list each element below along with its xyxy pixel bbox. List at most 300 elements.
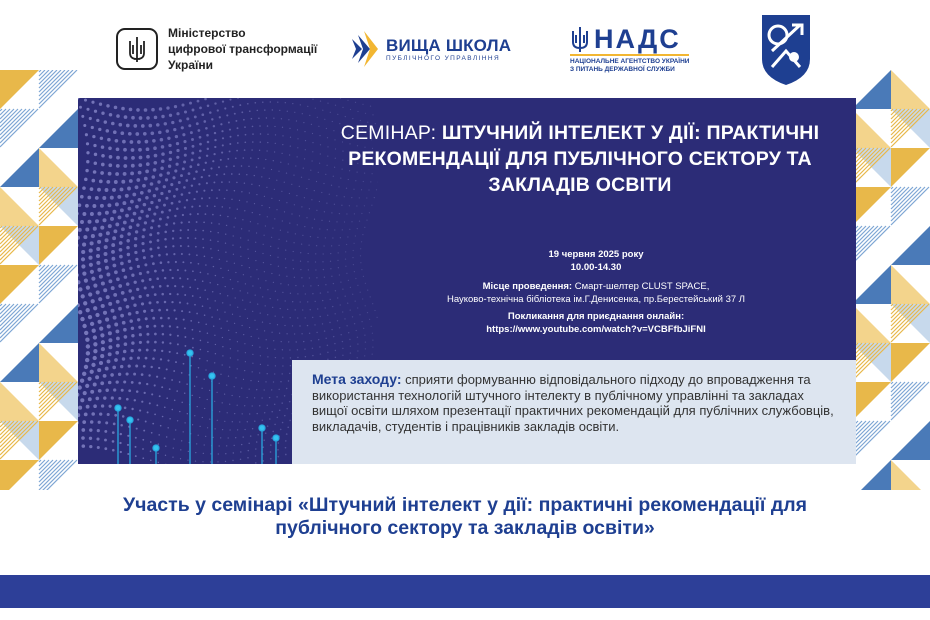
wave-dot: [158, 309, 161, 312]
wave-dot: [270, 246, 271, 247]
wave-dot: [237, 350, 238, 351]
wave-dot: [285, 447, 287, 449]
goal-label: Мета заходу:: [312, 371, 402, 387]
wave-dot: [335, 350, 336, 351]
wave-dot: [126, 372, 129, 375]
wave-dot: [78, 413, 80, 417]
wave-dot: [152, 262, 155, 265]
wave-dot: [207, 105, 210, 108]
wave-dot: [281, 402, 282, 403]
wave-dot: [171, 202, 174, 205]
wave-dot: [93, 144, 96, 147]
wave-dot: [323, 245, 324, 246]
wave-dot: [171, 121, 174, 124]
wave-dot: [213, 125, 215, 127]
wave-dot: [280, 429, 282, 431]
wave-dot: [119, 442, 121, 444]
wave-dot: [120, 365, 123, 368]
wave-dot: [312, 348, 313, 349]
wave-dot: [120, 234, 124, 238]
wave-dot: [192, 145, 195, 148]
wave-dot: [85, 133, 88, 136]
wave-dot: [153, 212, 156, 215]
wave-dot: [305, 317, 306, 318]
wave-dot: [202, 280, 204, 282]
wave-dot: [259, 214, 260, 215]
wave-dot: [275, 365, 276, 366]
pattern-triangle: [852, 109, 891, 148]
wave-dot: [101, 154, 105, 158]
wave-dot: [94, 153, 97, 156]
wave-dot: [232, 314, 233, 315]
wave-dot: [205, 213, 207, 215]
pattern-triangle: [852, 382, 891, 421]
wave-dot: [111, 286, 115, 290]
wave-dot: [297, 147, 298, 148]
wave-dot: [206, 205, 208, 207]
pattern-stripe: [0, 304, 2, 306]
wave-dot: [262, 296, 263, 297]
wave-dot: [234, 445, 235, 446]
wave-dot: [131, 274, 134, 277]
wave-dot: [271, 273, 272, 274]
wave-dot: [191, 138, 194, 141]
wave-dot: [118, 373, 121, 376]
wave-dot: [258, 158, 259, 159]
wave-dot: [134, 399, 136, 401]
wave-dot: [195, 461, 196, 462]
nads-trident-icon: [570, 25, 590, 53]
youtube-link[interactable]: https://www.youtube.com/watch?v=VCBFfbJiFNI: [486, 324, 706, 335]
wave-dot: [150, 201, 153, 204]
wave-dot: [289, 222, 290, 223]
wave-dot: [115, 139, 119, 143]
wave-dot: [146, 214, 149, 217]
wave-dot: [281, 191, 282, 192]
wave-dot: [315, 261, 316, 262]
wave-dot: [222, 277, 223, 278]
wave-dot: [260, 141, 261, 142]
wave-dot: [79, 106, 82, 109]
wave-dot: [217, 232, 218, 233]
wave-dot: [264, 330, 265, 331]
wave-dot: [199, 107, 202, 110]
wave-dot: [116, 114, 120, 118]
wave-dot: [234, 323, 235, 324]
wave-dot: [200, 340, 202, 342]
wave-dot: [173, 128, 176, 131]
wave-dot: [267, 314, 268, 315]
wave-dot: [218, 453, 219, 454]
wave-dot: [282, 422, 284, 424]
wave-dot: [277, 449, 279, 451]
wave-dot: [364, 227, 365, 228]
wave-dot: [282, 373, 283, 374]
wave-dot: [236, 150, 238, 152]
wave-dot: [120, 433, 122, 435]
wave-dot: [162, 333, 164, 335]
wave-dot: [342, 348, 343, 349]
wave-dot: [123, 328, 127, 332]
wave-dot: [245, 283, 246, 284]
wave-dot: [176, 142, 179, 145]
wave-dot: [282, 144, 283, 145]
wave-dot: [192, 270, 194, 272]
wave-dot: [194, 304, 196, 306]
pattern-stripe: [891, 382, 921, 412]
wave-dot: [234, 263, 235, 264]
wave-dot: [232, 421, 233, 422]
wave-dot: [267, 356, 268, 357]
wave-dot: [146, 333, 149, 336]
wave-dot: [342, 311, 343, 312]
wave-dot: [242, 325, 243, 326]
wave-dot: [276, 209, 277, 210]
wave-dot: [246, 174, 247, 175]
wave-dot: [81, 257, 85, 261]
wave-dot: [355, 278, 356, 279]
wave-dot: [169, 158, 172, 161]
wave-dot: [85, 227, 89, 231]
wave-dot: [143, 203, 147, 207]
wave-dot: [80, 317, 84, 321]
wave-dot: [81, 115, 84, 118]
wave-dot: [282, 135, 283, 136]
wave-dot: [362, 104, 363, 105]
wave-dot: [255, 462, 257, 464]
wave-dot: [175, 188, 178, 191]
wave-dot: [308, 244, 309, 245]
wave-dot: [98, 389, 102, 393]
wave-dot: [153, 194, 156, 197]
wave-dot: [201, 388, 202, 389]
wave-dot: [93, 170, 97, 174]
wave-dot: [176, 163, 179, 166]
wave-dot: [101, 347, 105, 351]
wave-dot: [237, 98, 239, 99]
wave-dot: [204, 444, 205, 445]
wave-dot: [191, 184, 193, 186]
wave-dot: [264, 196, 265, 197]
wave-dot: [158, 225, 161, 228]
wave-dot: [167, 360, 169, 362]
wave-dot: [179, 237, 181, 239]
wave-dot: [266, 150, 267, 151]
wave-dot: [357, 285, 358, 286]
wave-dot: [235, 217, 236, 218]
wave-dot: [317, 308, 318, 309]
wave-dot: [127, 435, 129, 437]
wave-dot: [160, 192, 163, 195]
wave-dot: [331, 276, 332, 277]
wave-dot: [218, 250, 219, 251]
wave-dot: [108, 381, 112, 385]
wave-dot: [100, 333, 104, 337]
wave-dot: [350, 109, 351, 110]
wave-dot: [220, 268, 221, 269]
wave-dot: [85, 384, 89, 388]
wave-dot: [359, 314, 360, 315]
wave-dot: [235, 377, 236, 378]
wave-dot: [158, 254, 161, 257]
wave-dot: [211, 222, 213, 224]
wave-dot: [144, 221, 147, 224]
wave-dot: [195, 246, 197, 248]
wave-dot: [239, 173, 241, 175]
wave-dot: [243, 436, 244, 437]
wave-dot: [141, 124, 145, 128]
pattern-triangle: [852, 460, 891, 490]
wave-dot: [245, 352, 246, 353]
wave-dot: [192, 329, 194, 331]
wave-dot: [222, 144, 224, 146]
wave-dot: [174, 215, 176, 217]
wave-dot: [184, 327, 186, 329]
wave-dot: [284, 395, 285, 396]
wave-dot: [181, 310, 183, 312]
wave-dot: [151, 393, 153, 395]
wave-dot: [317, 237, 318, 238]
wave-dot: [198, 435, 199, 436]
wave-dot: [78, 406, 82, 410]
wave-dot: [128, 207, 132, 211]
wave-dot: [226, 225, 227, 226]
wave-dot: [274, 218, 275, 219]
wave-dot: [252, 126, 254, 128]
wave-dot: [237, 135, 239, 137]
wave-dot: [233, 254, 234, 255]
wave-dot: [185, 179, 188, 182]
wave-dot: [259, 372, 260, 373]
wave-dot: [232, 288, 233, 289]
wave-dot: [178, 181, 181, 184]
wave-dot: [150, 460, 152, 462]
wave-dot: [151, 108, 155, 112]
wave-dot: [171, 301, 173, 303]
pattern-stripe: [39, 70, 41, 72]
wave-dot: [108, 345, 112, 349]
wave-dot: [83, 235, 87, 239]
wave-dot: [287, 231, 288, 232]
wave-dot: [301, 206, 302, 207]
wave-dot: [239, 200, 240, 201]
wave-dot: [229, 181, 231, 183]
wave-dot: [322, 261, 323, 262]
wave-dot: [219, 411, 220, 412]
wave-dot: [177, 293, 179, 295]
wave-dot: [164, 238, 167, 241]
wave-dot: [230, 136, 232, 138]
wave-dot: [113, 316, 117, 320]
wave-dot: [265, 280, 266, 281]
wave-dot: [303, 285, 304, 286]
wave-dot: [183, 363, 185, 365]
wave-dot: [301, 243, 302, 244]
wave-dot: [243, 274, 244, 275]
wave-dot: [92, 329, 96, 333]
wave-dot: [282, 292, 283, 293]
wave-dot: [137, 140, 141, 144]
wave-dot: [172, 277, 174, 279]
wave-dot: [207, 427, 208, 428]
wave-dot: [96, 254, 100, 258]
wave-dot: [347, 236, 348, 237]
wave-dot: [161, 159, 165, 163]
wave-dot: [199, 331, 201, 333]
wave-dot: [226, 261, 227, 262]
wave-dot: [146, 341, 149, 344]
wave-dot: [267, 348, 268, 349]
wave-dot: [290, 145, 291, 146]
wave-dot: [278, 239, 279, 240]
wave-dot: [131, 381, 134, 384]
wave-dot: [184, 154, 187, 157]
wave-dot: [211, 257, 212, 258]
wave-dot: [156, 376, 158, 378]
wave-dot: [228, 437, 229, 438]
wave-dot: [204, 379, 205, 380]
wave-dot: [189, 165, 192, 168]
pattern-triangle: [39, 304, 78, 343]
wave-dot: [150, 450, 152, 452]
wave-dot: [186, 383, 188, 385]
wave-dot: [214, 362, 215, 363]
wave-dot: [352, 294, 353, 295]
wave-dot: [214, 102, 216, 104]
wave-dot: [251, 149, 253, 151]
wave-dot: [257, 304, 258, 305]
wave-dot: [241, 387, 242, 388]
wave-dot: [138, 148, 142, 152]
wave-dot: [118, 123, 122, 127]
wave-dot: [164, 377, 166, 379]
wave-dot: [121, 227, 125, 231]
wave-dot: [267, 142, 268, 143]
wave-dot: [207, 148, 209, 150]
wave-dot: [161, 350, 163, 352]
wave-dot: [205, 436, 206, 437]
post-title: [0, 494, 930, 540]
wave-dot: [123, 221, 127, 225]
wave-dot: [84, 279, 88, 283]
wave-dot: [211, 316, 212, 317]
wave-dot: [322, 323, 323, 324]
wave-dot: [192, 109, 195, 112]
wave-dot: [105, 266, 109, 270]
wave-dot: [143, 365, 146, 368]
pattern-stripe: [39, 460, 41, 462]
wave-dot: [154, 154, 158, 158]
wave-dot: [98, 421, 101, 424]
wave-dot: [139, 410, 141, 412]
wave-dot: [217, 309, 218, 310]
wave-dot: [108, 163, 112, 167]
wave-dot: [240, 459, 241, 460]
wave-dot: [350, 352, 351, 353]
wave-dot: [199, 426, 200, 427]
wave-dot: [195, 452, 196, 453]
wave-dot: [350, 346, 351, 347]
wave-dot: [351, 221, 352, 222]
wave-dot: [226, 114, 228, 116]
wave-dot: [330, 268, 331, 269]
wave-dot: [143, 310, 146, 313]
wave-dot: [334, 343, 335, 344]
wave-dot: [118, 284, 122, 288]
wave-dot: [126, 282, 130, 286]
wave-dot: [241, 191, 242, 192]
wave-dot: [84, 178, 88, 182]
wave-dot: [196, 122, 199, 125]
wave-dot: [248, 166, 249, 167]
wave-dot: [149, 240, 152, 243]
wave-dot: [293, 268, 294, 269]
banner-title-lead: СЕМІНАР:: [340, 122, 437, 144]
wave-dot: [364, 205, 365, 206]
wave-dot: [286, 433, 288, 435]
wave-dot: [357, 357, 358, 358]
wave-dot: [239, 316, 240, 317]
wave-dot: [133, 124, 137, 128]
wave-dot: [80, 398, 84, 402]
pattern-triangle: [891, 70, 930, 109]
wave-dot: [81, 264, 85, 268]
wave-dot: [267, 216, 268, 217]
wave-dot: [199, 150, 202, 153]
mincifra-line2: цифрової трансформації: [168, 42, 318, 56]
pattern-stripe: [39, 460, 65, 486]
wave-dot: [103, 396, 106, 399]
wave-dot: [305, 293, 306, 294]
wave-dot: [352, 257, 353, 258]
wave-dot: [176, 112, 179, 115]
wave-dot: [189, 102, 192, 105]
logo-bar: [78, 0, 853, 98]
wave-dot: [274, 151, 275, 152]
wave-dot: [82, 186, 86, 190]
wave-dot: [129, 179, 133, 183]
wave-dot: [229, 339, 230, 340]
wave-dot: [227, 158, 229, 160]
wave-dot: [285, 440, 287, 442]
wave-dot: [152, 357, 155, 360]
wave-dot: [144, 108, 148, 112]
wave-dot: [214, 139, 216, 141]
wave-dot: [214, 205, 216, 207]
wave-dot: [324, 211, 325, 212]
wave-dot: [134, 251, 137, 254]
pattern-stripe: [39, 265, 41, 267]
wave-dot: [137, 265, 140, 268]
wave-dot: [255, 455, 257, 457]
wave-dot: [91, 412, 95, 416]
wave-dot: [78, 236, 80, 240]
wave-dot: [344, 221, 345, 222]
wave-dot: [138, 217, 141, 220]
wave-dot: [184, 354, 186, 356]
wave-dot: [210, 167, 212, 169]
wave-dot: [254, 320, 255, 321]
wave-dot: [165, 197, 168, 200]
wave-dot: [291, 184, 292, 185]
wave-dot: [94, 110, 97, 113]
wave-dot: [159, 107, 162, 110]
wave-dot: [162, 341, 164, 343]
wave-dot: [187, 413, 188, 414]
wave-dot: [258, 117, 260, 119]
wave-dot: [184, 110, 187, 113]
wave-dot: [188, 192, 190, 194]
